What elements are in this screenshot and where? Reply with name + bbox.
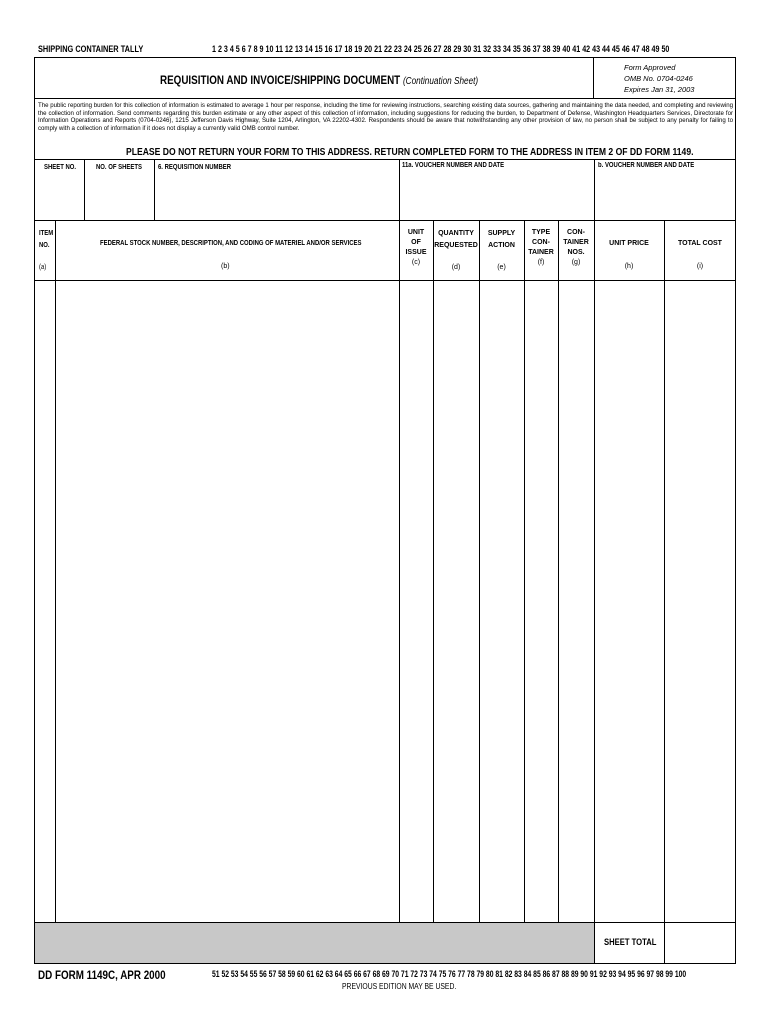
col-f-code: (f): [537, 259, 545, 266]
sheet-total-field[interactable]: [665, 923, 735, 963]
approval-line-2: OMB No. 0704-0246: [624, 74, 693, 83]
col-e-header: [479, 228, 524, 274]
form-title-sub: (Continuation Sheet): [402, 76, 479, 87]
line-items-area[interactable]: [35, 281, 735, 922]
previous-edition-note: PREVIOUS EDITION MAY BE USED.: [342, 982, 457, 991]
col-c-line2: OF: [411, 239, 421, 246]
col-b-title: FEDERAL STOCK NUMBER, DESCRIPTION, AND CODING OF MATERIEL AND/OR SERVICES: [100, 240, 362, 247]
col-e-code: (e): [497, 264, 506, 271]
burden-statement: The public reporting burden for this collection of information is estimated to average 1 hour per response, including the time for reviewing instructions, searching existing data sources, gathering and maintaining the data needed, and completing and reviewing the collection of information. Send comments regarding this burden estimate or any other aspect of this collection of information, including suggestions for reducing the burden, to Department of Defense, Washington Headquarters Services, Directorate for Information Operations and Reports (0704-0246), 1215 Jefferson Davis Highway, Suite 1204, Arlington, VA 22202-4302. Respondents should be aware that notwithstanding any other provision of law, no person shall be subject to any penalty for failing to comply with a collection of information if it does not display a currently valid OMB control number.: [38, 102, 733, 132]
approval-block: [596, 62, 732, 95]
col-i-title: TOTAL COST: [678, 240, 722, 247]
form-title-main: REQUISITION AND INVOICE/SHIPPING DOCUMENT: [160, 73, 401, 87]
field-divider-2: [154, 159, 155, 220]
field-divider-1: [84, 159, 85, 220]
col-g-header: [558, 228, 594, 268]
field-divider-4: [594, 159, 595, 220]
col-f-header: [524, 228, 558, 268]
form-title: [160, 73, 478, 87]
voucher-b-field[interactable]: b. VOUCHER NUMBER AND DATE: [598, 162, 695, 169]
col-c-line1: UNIT: [407, 229, 425, 236]
return-notice: PLEASE DO NOT RETURN YOUR FORM TO THIS ADDRESS. RETURN COMPLETED FORM TO THE ADDRESS IN ITEM 2 OF DD FORM 1149.: [126, 147, 694, 158]
field-divider-3: [399, 159, 400, 220]
form-id: DD FORM 1149C, APR 2000: [38, 968, 166, 982]
col-d-line2: REQUESTED: [434, 242, 478, 249]
requisition-number-field[interactable]: 6. REQUISITION NUMBER: [158, 164, 232, 171]
col-f-line1: TYPE: [531, 229, 551, 236]
col-a-line1: ITEM: [39, 230, 54, 237]
tally-numbers-bottom: 51 52 53 54 55 56 57 58 59 60 61 62 63 64 65 66 67 68 69 70 71 72 73 74 75 76 77 78 79 80 81 82 83 84 85 86 87 88 89 90 91 92 93 94 95 96 97 98 99 100: [212, 969, 687, 979]
col-i-code: (i): [696, 263, 704, 270]
col-c-line3: ISSUE: [405, 249, 427, 256]
no-of-sheets-field[interactable]: NO. OF SHEETS: [96, 164, 142, 171]
col-a-header: [39, 228, 53, 274]
col-f-line2: CON-: [532, 239, 550, 246]
col-e-line1: SUPPLY: [487, 230, 516, 237]
sheet-no-field[interactable]: SHEET NO.: [44, 164, 77, 171]
col-d-line1: QUANTITY: [438, 230, 474, 237]
col-h-title: UNIT PRICE: [609, 240, 649, 247]
col-g-line1: CON-: [567, 229, 585, 236]
tally-label: SHIPPING CONTAINER TALLY: [38, 44, 144, 54]
col-a-code: (a): [39, 264, 47, 271]
col-e-line2: ACTION: [488, 242, 515, 249]
col-b-code: (b): [221, 263, 230, 270]
columns-top-line: [34, 220, 736, 221]
col-d-header: [433, 228, 479, 274]
col-a-line2: NO.: [39, 242, 50, 249]
sheet-total-label: SHEET TOTAL: [604, 937, 657, 947]
approval-line-3: Expires Jan 31, 2003: [624, 85, 695, 94]
fields-top-line: [34, 159, 736, 160]
col-f-line3: TAINER: [528, 249, 554, 256]
col-d-code: (d): [451, 264, 461, 271]
col-g-code: (g): [571, 259, 581, 266]
title-divider: [34, 98, 736, 99]
title-approval-divider: [593, 57, 594, 98]
voucher-a-field[interactable]: 11a. VOUCHER NUMBER AND DATE: [402, 162, 505, 169]
approval-line-1: Form Approved: [624, 63, 676, 72]
col-g-line3: NOS.: [567, 249, 585, 256]
col-c-header: [399, 228, 433, 268]
col-h-code: (h): [624, 263, 634, 270]
shaded-area: [35, 923, 594, 963]
col-c-code: (c): [411, 259, 421, 266]
col-g-line2: TAINER: [563, 239, 589, 246]
tally-numbers-top: 1 2 3 4 5 6 7 8 9 10 11 12 13 14 15 16 17 18 19 20 21 22 23 24 25 26 27 28 29 30 31 32 33 34 35 36 37 38 39 40 41 42 43 44 45 46 47 48 49 50: [212, 44, 670, 54]
